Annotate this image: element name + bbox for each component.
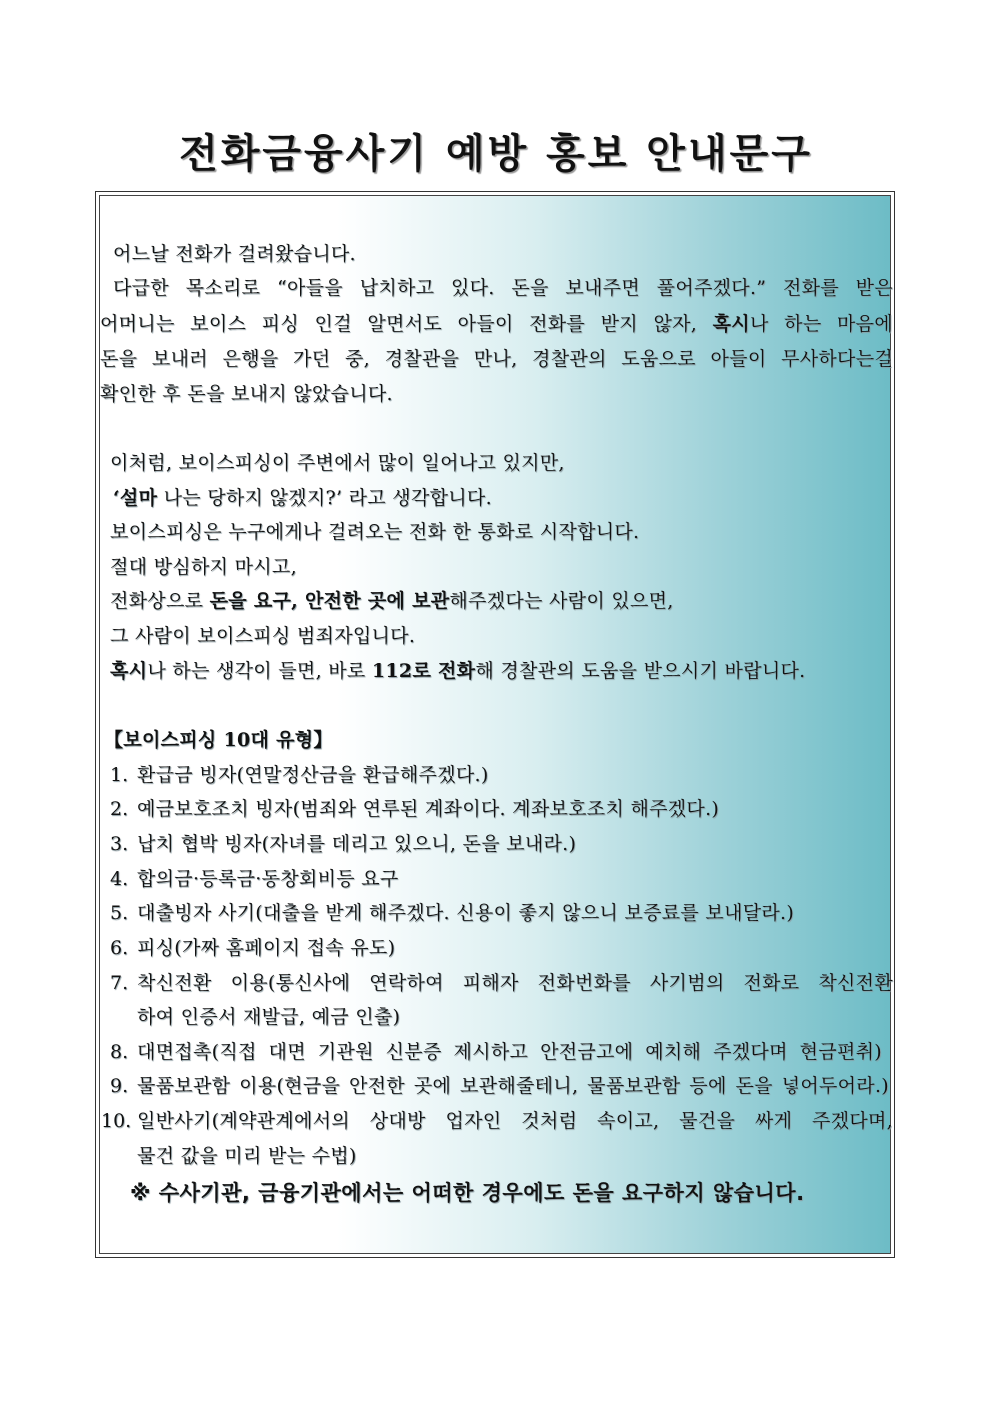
- type-item-text: 환급금 빙자(연말정산금을 환급해주겠다.): [137, 764, 489, 786]
- type-item-text: 대면접촉(직접 대면 기관원 신분증 제시하고 안전금고에 예치해 주겠다며 현금편취): [137, 1041, 882, 1063]
- type-number: 4.: [110, 868, 129, 890]
- type-item-text: 물품보관함 이용(현금을 안전한 곳에 보관해줄테니, 물품보관함 등에 돈을 넣어두어라.): [137, 1075, 889, 1097]
- type-item-text: 예금보호조치 빙자(범죄와 연루된 계좌이다. 계좌보호조치 해주겠다.): [137, 798, 720, 820]
- type-number: 10.: [101, 1110, 132, 1132]
- warning-line-4: 절대 방심하지 마시고,: [110, 556, 297, 578]
- warning-line-2-bold: ‘설마: [113, 487, 158, 509]
- story-line-3: [100, 308, 893, 340]
- story-line-3-text: 어머니는 보이스 피싱 인걸 알면서도 아들이 전화를 받지 않자,: [100, 313, 713, 335]
- type-number: 7.: [110, 972, 129, 994]
- warning-line-1: 이처럼, 보이스피싱이 주변에서 많이 일어나고 있지만,: [110, 452, 565, 474]
- warning-line-7-bold-b: 112로 전화: [371, 660, 476, 682]
- warning-line-7: [110, 655, 806, 687]
- type-number: 2.: [110, 798, 129, 820]
- type-item-text: 피싱(가짜 홈페이지 접속 유도): [137, 937, 396, 959]
- warning-line-5: [110, 585, 674, 617]
- type-number: 6.: [110, 937, 129, 959]
- page-title: 전화금융사기 예방 홍보 안내문구: [179, 131, 813, 177]
- warning-line-2-text: 나는 당하지 않겠지?’ 라고 생각합니다.: [157, 487, 492, 509]
- warning-line-2: [113, 482, 492, 514]
- story-line-4: 돈을 보내러 은행을 가던 중, 경찰관을 만나, 경찰관의 도움으로 아들이 무사하다는걸: [100, 348, 893, 370]
- warning-line-3: 보이스피싱은 누구에게나 걸려오는 전화 한 통화로 시작합니다.: [110, 521, 640, 543]
- type-number: 3.: [110, 833, 129, 855]
- story-line-3-end: 나 하는 마음에: [749, 313, 893, 335]
- type-number: 1.: [110, 764, 129, 786]
- types-heading: 【보이스피싱 10대 유형】: [104, 729, 333, 751]
- type-item-text: 착신전환 이용(통신사에 연락하여 피해자 전화번화를 사기범의 전화로 착신전환: [137, 972, 893, 994]
- type-number: 5.: [110, 902, 129, 924]
- type-item-text: 납치 협박 빙자(자녀를 데리고 있으니, 돈을 보내라.): [137, 833, 577, 855]
- warning-line-5-text: 전화상으로: [110, 590, 210, 612]
- story-line-3-bold: 혹시: [712, 313, 750, 335]
- type-item-text: 일반사기(계약관계에서의 상대방 업자인 것처럼 속이고, 물건을 싸게 주겠다며,: [137, 1110, 893, 1132]
- type-item-text: 대출빙자 사기(대출을 받게 해주겠다. 신용이 좋지 않으니 보증료를 보내달라.): [137, 902, 795, 924]
- warning-line-7-text: 나 하는 생각이 들면, 바로: [147, 660, 372, 682]
- warning-line-7-end: 해 경찰관의 도움을 받으시기 바랍니다.: [475, 660, 806, 682]
- final-notice: ※ 수사기관, 금융기관에서는 어떠한 경우에도 돈을 요구하지 않습니다.: [130, 1181, 805, 1205]
- story-line-1: 어느날 전화가 걸려왔습니다.: [113, 243, 356, 265]
- story-line-2: 다급한 목소리로 “아들을 납치하고 있다. 돈을 보내주면 풀어주겠다.” 전화를 받은: [113, 277, 893, 299]
- story-line-5: 확인한 후 돈을 보내지 않았습니다.: [100, 383, 393, 405]
- type-number: 9.: [110, 1075, 129, 1097]
- warning-line-5-end: 해주겠다는 사람이 있으면,: [449, 590, 674, 612]
- type-item-text: 합의금·등록금·동창회비등 요구: [137, 868, 399, 890]
- type-item-continuation: 하여 인증서 재발급, 예금 인출): [137, 1006, 401, 1028]
- type-number: 8.: [110, 1041, 129, 1063]
- type-item-continuation: 물건 값을 미리 받는 수법): [137, 1145, 357, 1167]
- warning-line-5-bold: 돈을 요구, 안전한 곳에 보관: [209, 590, 450, 612]
- warning-line-7-bold-a: 혹시: [110, 660, 148, 682]
- warning-line-6: 그 사람이 보이스피싱 범죄자입니다.: [110, 625, 416, 647]
